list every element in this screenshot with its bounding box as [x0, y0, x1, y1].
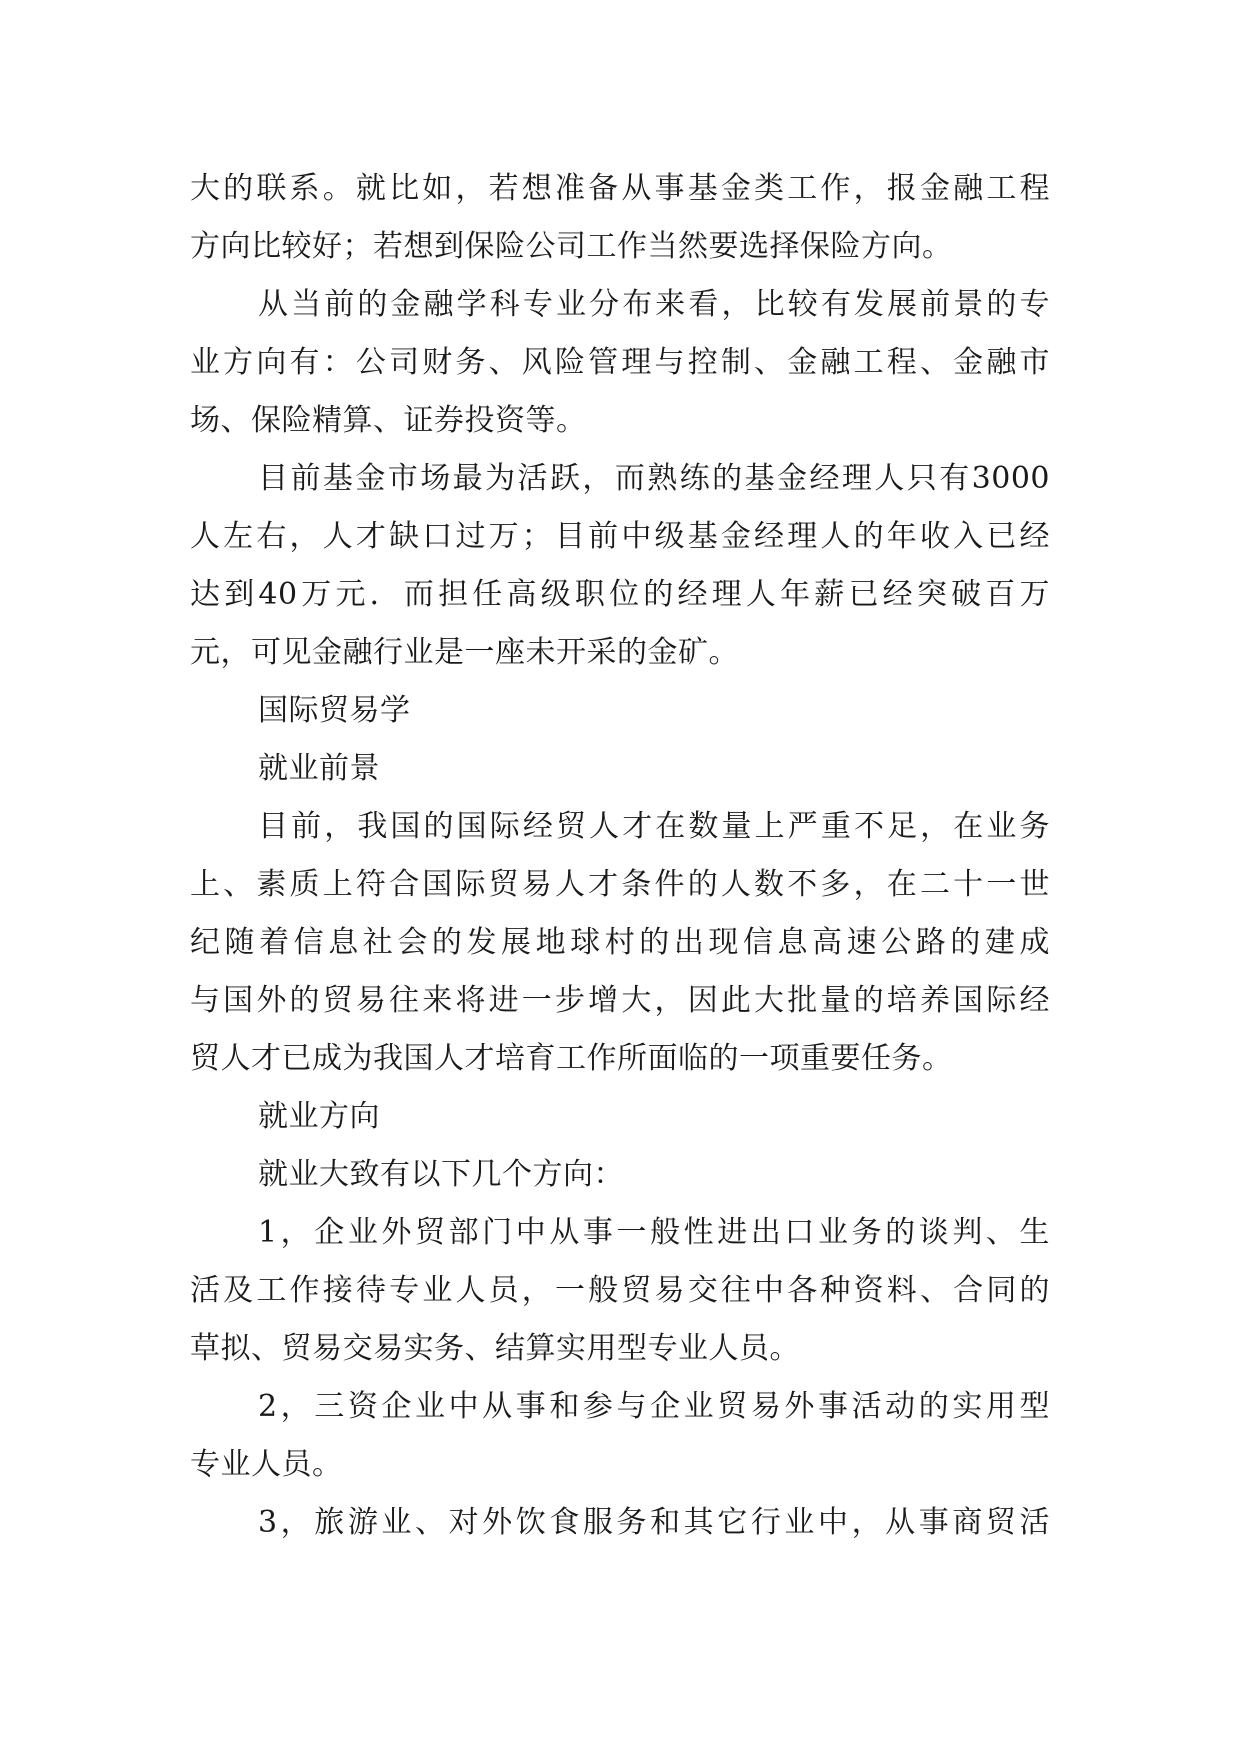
paragraph-first-line: 从当前的金融学科专业分布来看，比较有发展前景的专	[258, 287, 1050, 322]
text-line: 活及工作接待专业人员，一般贸易交往中各种资料、合同的	[190, 1273, 1050, 1308]
paragraph-first-line: 就业大致有以下几个方向：	[258, 1157, 624, 1192]
list-item-first-line: 1，企业外贸部门中从事一般性进出口业务的谈判、生	[258, 1215, 1050, 1250]
text-line: 场、保险精算、证券投资等。	[190, 403, 587, 438]
text-line: 贸人才已成为我国人才培育工作所面临的一项重要任务。	[190, 1041, 953, 1076]
text-line: 大的联系。就比如，若想准备从事基金类工作，报金融工程	[190, 171, 1050, 206]
list-item-first-line: 2，三资企业中从事和参与企业贸易外事活动的实用型	[258, 1389, 1050, 1424]
paragraph-first-line: 目前基金市场最为活跃，而熟练的基金经理人只有3000	[258, 461, 1050, 496]
text-line: 纪随着信息社会的发展地球村的出现信息高速公路的建成	[190, 925, 1050, 960]
subsection-heading: 就业方向	[258, 1099, 380, 1134]
text-line: 业方向有：公司财务、风险管理与控制、金融工程、金融市	[190, 345, 1050, 380]
section-heading: 国际贸易学	[258, 693, 411, 728]
text-line: 专业人员。	[190, 1447, 343, 1482]
paragraph-first-line: 目前，我国的国际经贸人才在数量上严重不足，在业务	[258, 809, 1050, 844]
text-line: 人左右，人才缺口过万；目前中级基金经理人的年收入已经	[190, 519, 1050, 554]
text-line: 达到40万元．而担任高级职位的经理人年薪已经突破百万	[190, 577, 1050, 612]
list-item-first-line: 3，旅游业、对外饮食服务和其它行业中，从事商贸活	[258, 1505, 1050, 1540]
text-line: 方向比较好；若想到保险公司工作当然要选择保险方向。	[190, 229, 953, 264]
subsection-heading: 就业前景	[258, 751, 380, 786]
text-line: 上、素质上符合国际贸易人才条件的人数不多，在二十一世	[190, 867, 1050, 902]
text-line: 元，可见金融行业是一座未开采的金矿。	[190, 635, 739, 670]
text-line: 与国外的贸易往来将进一步增大，因此大批量的培养国际经	[190, 983, 1050, 1018]
text-line: 草拟、贸易交易实务、结算实用型专业人员。	[190, 1331, 800, 1366]
